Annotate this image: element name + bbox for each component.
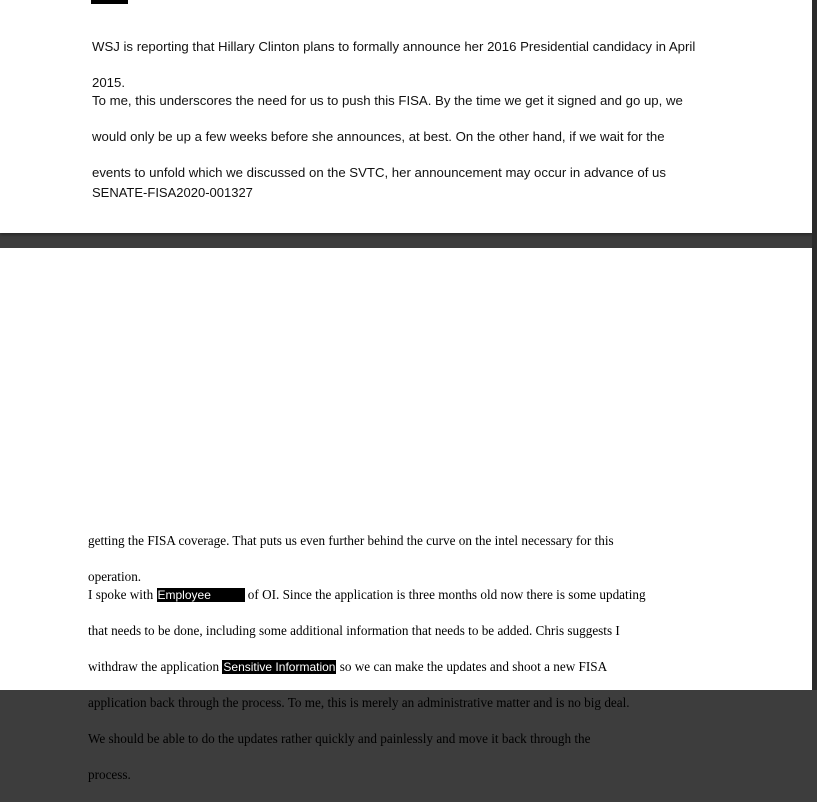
redaction-sensitive-information: Sensitive Information <box>223 660 336 674</box>
text-line: events to unfold which we discussed on the SVTC, her announcement may occur in advance of us <box>92 165 666 180</box>
text-line: To me, this underscores the need for us to push this FISA. By the time we get it signed and go up, we <box>92 93 683 108</box>
paragraph-fisa-push <box>92 74 732 200</box>
bates-number: SENATE-FISA2020-001327 <box>92 185 253 200</box>
text-line: application back through the process. To me, this is merely an administrative matter and is no big deal. <box>88 695 630 710</box>
text-line: WSJ is reporting that Hillary Clinton plans to formally announce her 2016 Presidential candidacy in April <box>92 39 696 54</box>
text-line: that needs to be done, including some additional information that needs to be added. Chris suggests I <box>88 623 620 638</box>
text-line: 2015. <box>92 75 126 90</box>
text-line: getting the FISA coverage. That puts us even further behind the curve on the intel necessary for this <box>88 533 614 548</box>
text-fragment: so we can make the updates and shoot a new FISA <box>336 659 608 674</box>
text-fragment: I spoke with <box>88 587 157 602</box>
document-page-top <box>0 0 812 233</box>
text-line: We should be able to do the updates rather quickly and painlessly and move it back through the <box>88 731 591 746</box>
text-line: operation. <box>88 569 142 584</box>
viewer-edge-scroll-track <box>812 0 817 690</box>
text-fragment: of OI. Since the application is three months old now there is some updating <box>244 587 646 602</box>
redaction-employee: Employee <box>157 588 245 602</box>
text-line <box>88 658 748 676</box>
redaction-block-top <box>91 0 128 4</box>
paragraph-application-update <box>88 568 748 802</box>
text-line <box>88 586 748 604</box>
text-line: process. <box>88 767 131 782</box>
text-fragment: withdraw the application <box>88 659 223 674</box>
text-line: would only be up a few weeks before she announces, at best. On the other hand, if we wait for the <box>92 129 665 144</box>
